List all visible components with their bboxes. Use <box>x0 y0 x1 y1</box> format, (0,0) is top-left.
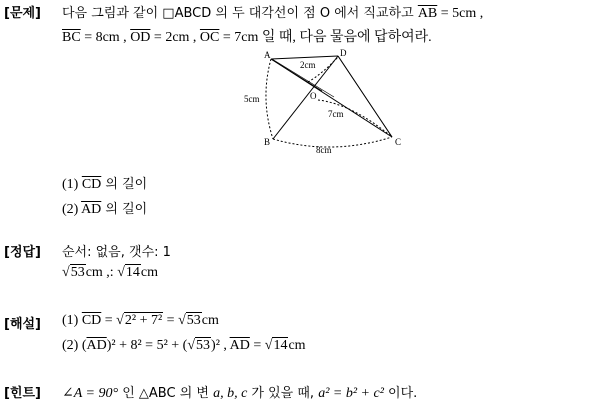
segment-oc: $\overline{OC}$ <box>199 30 220 45</box>
solution-line-1: (1) $\overline{CD} = √2^2 + 7^2 = √53cm$ <box>62 313 219 328</box>
measure-bc: 8cm <box>316 145 332 155</box>
dotted-arc-bc <box>273 137 392 147</box>
label-d: D <box>340 48 347 58</box>
hint-line: ∠A = 90° 인 △ABC 의 변 a, b, c 가 있을 때, a² = b² + c² 이다. <box>62 386 418 401</box>
answer-radicand-2: 14 <box>125 265 140 280</box>
label-b: B <box>264 137 271 147</box>
answer-radicand-1: 53 <box>70 265 85 280</box>
answer-line-2: √53cm ,: √14cm <box>62 265 158 280</box>
guide-line-2 <box>338 56 392 137</box>
measure-od: 2cm <box>300 60 316 70</box>
solution-tag: [해설] <box>4 317 41 332</box>
segment-ad: $\overline{AD}$ <box>81 202 102 217</box>
answer-line-1: 순서: 없음, 갯수: 1 <box>62 245 171 260</box>
quadrilateral-diagram <box>242 44 412 156</box>
measure-oc: 7cm <box>328 109 344 119</box>
label-c: C <box>395 137 402 147</box>
problem-tag: [문제] <box>4 6 41 21</box>
answer-tag: [정답] <box>4 245 41 260</box>
label-a: A <box>264 50 271 60</box>
side-ad <box>271 56 338 59</box>
segment-ab: $\overline{AB}$ <box>417 6 438 21</box>
segment-cd: $\overline{CD}$ <box>81 177 102 192</box>
segment-bc: $\overline{BC}$ <box>62 30 81 45</box>
segment-od: $\overline{OD}$ <box>130 30 151 45</box>
problem-line-1: 다음 그림과 같이 □ABCD 의 두 대각선이 점 O 에서 직교하고 $\overline{AB} = 5cm$ , <box>62 6 484 21</box>
question-1: (1) $\overline{CD}$ 의 길이 <box>62 177 148 192</box>
hint-tag: [힌트] <box>4 386 41 401</box>
problem-line-2: $\overline{BC} = 8cm$ , $\overline{OD} = 2cm$ , $\overline{OC} = 7cm$ 일 때, 다음 물음에 답하여라. <box>62 30 432 45</box>
question-2: (2) $\overline{AD}$ 의 길이 <box>62 202 148 217</box>
label-o: O <box>310 91 317 101</box>
dotted-arc-ab <box>266 59 273 139</box>
solution-line-2: (2) $(\overline{AD})^2 + 8^2 = 5^2 + (√53)^2$ , $\overline{AD} = √14cm$ <box>62 338 306 353</box>
measure-ab: 5cm <box>244 94 260 104</box>
